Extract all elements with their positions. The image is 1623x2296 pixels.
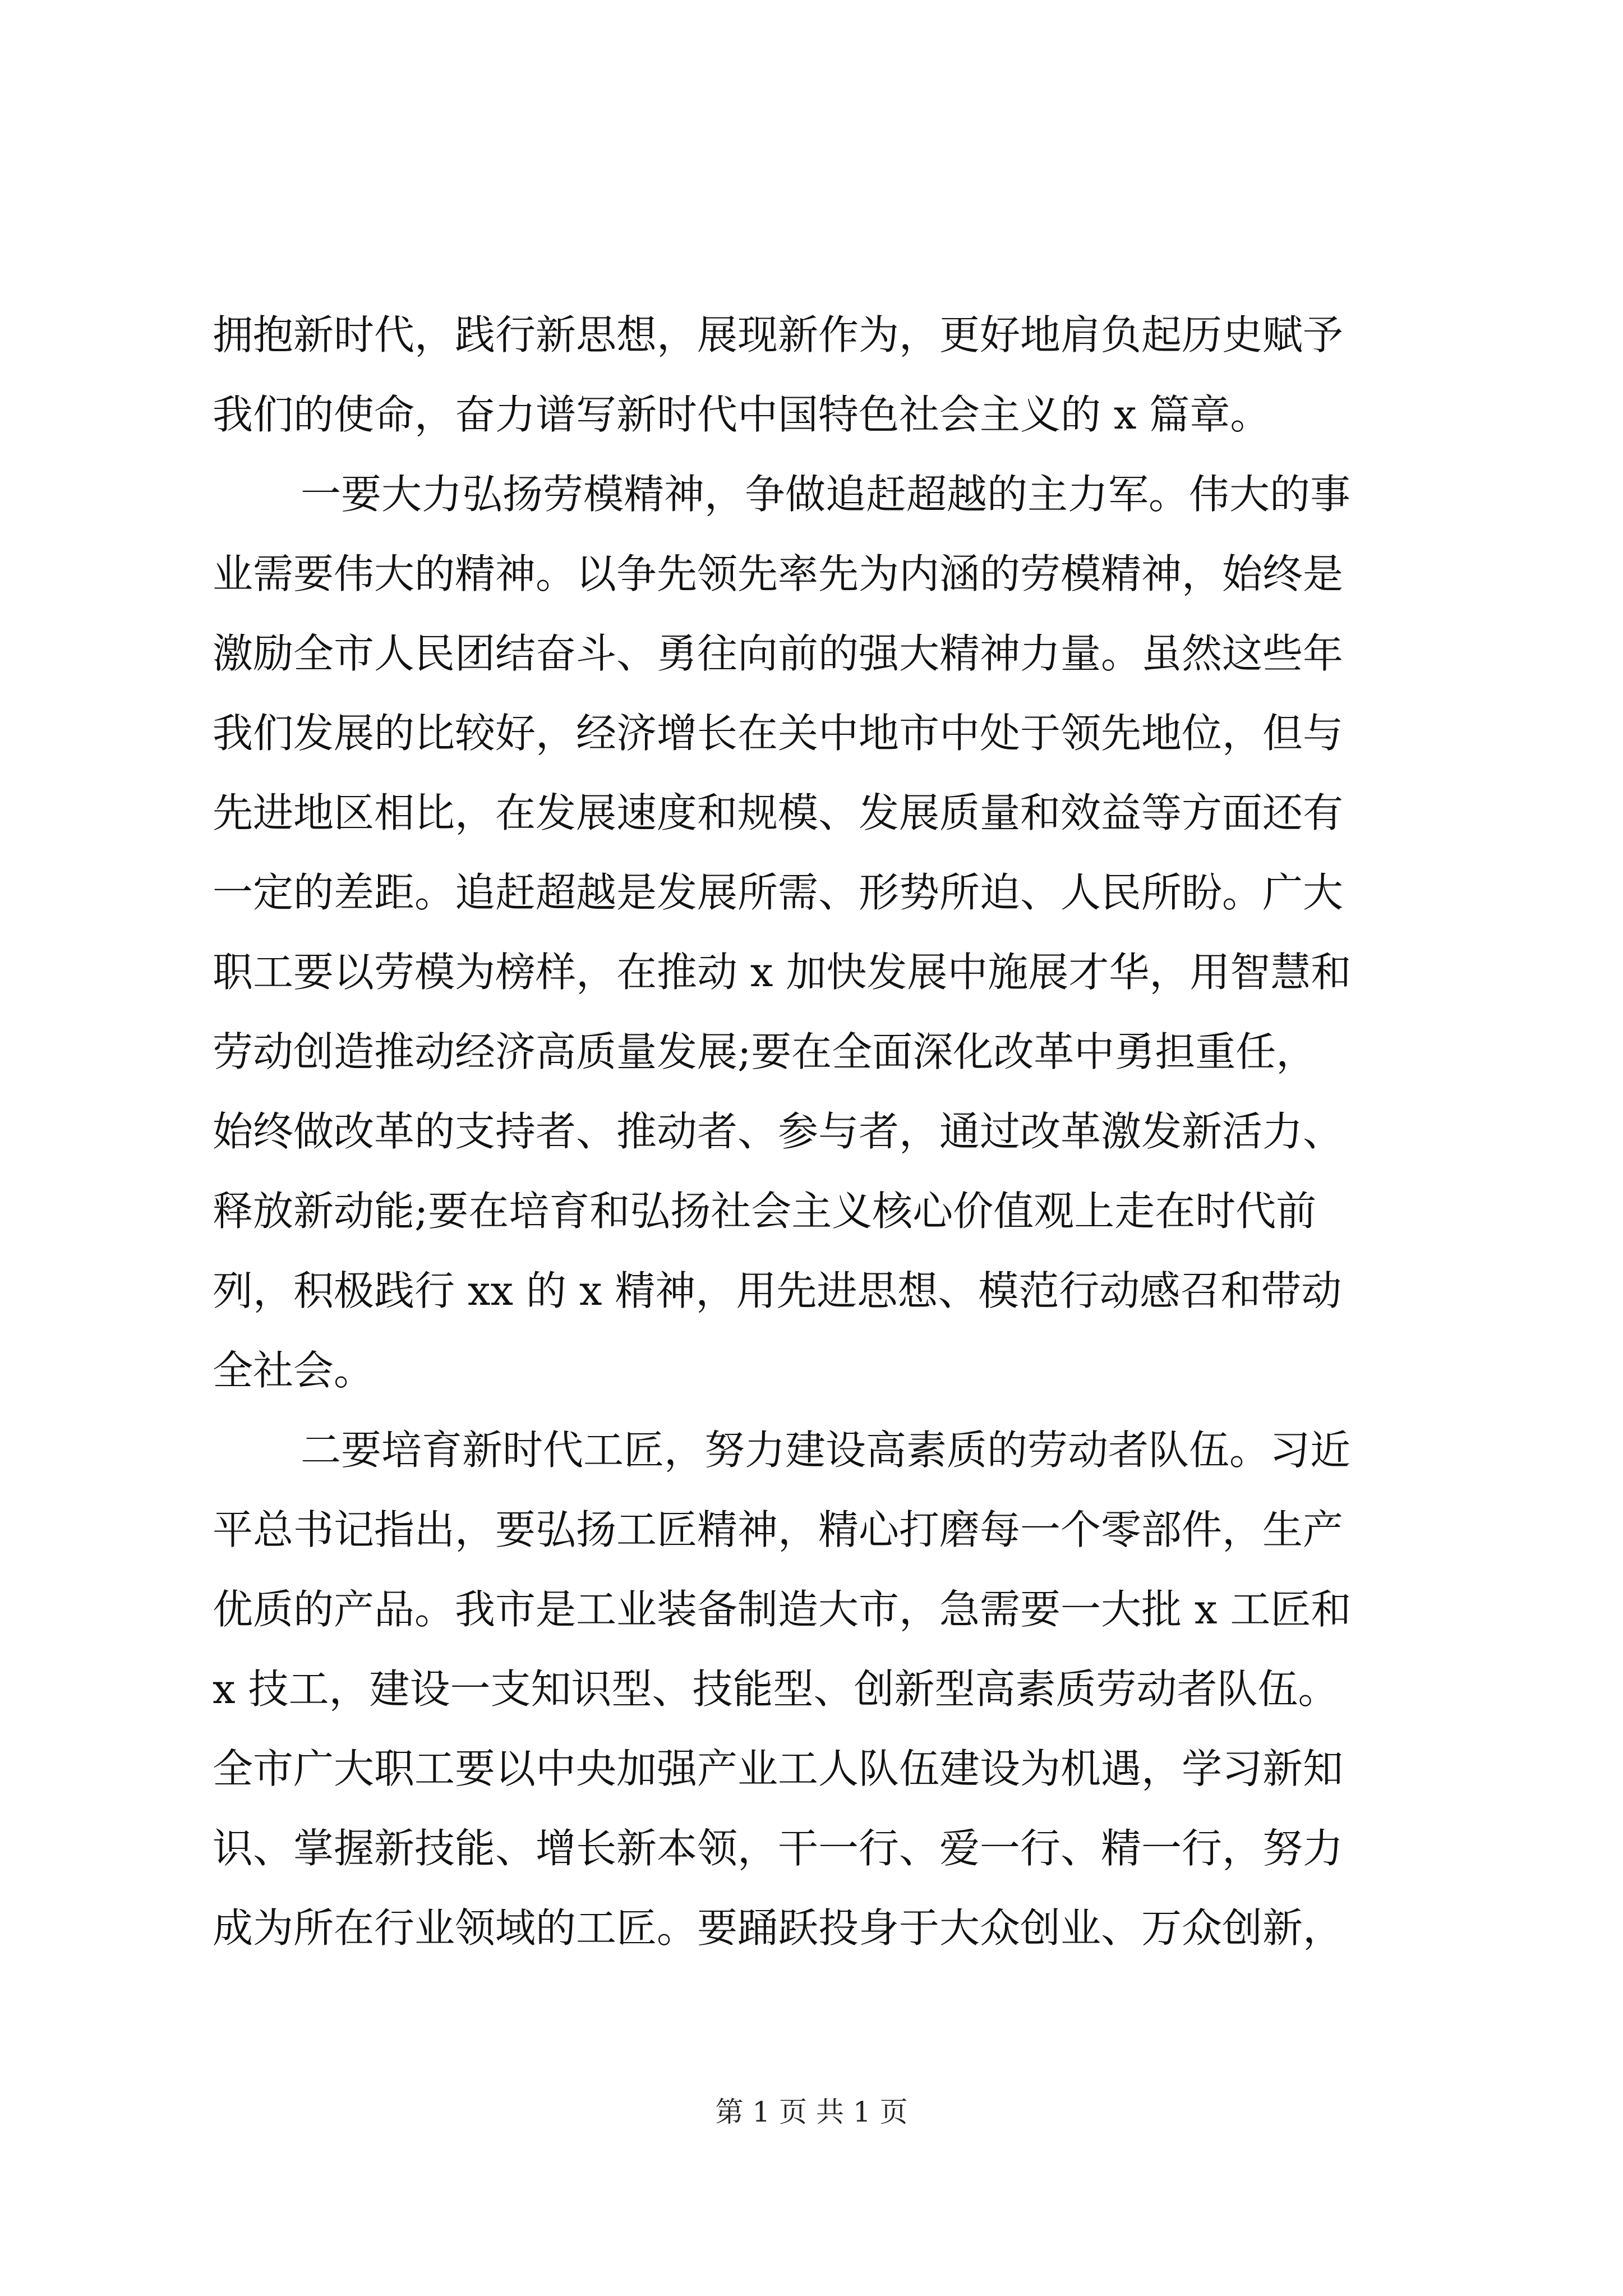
page-footer: 第 1 页 共 1 页 — [715, 2096, 908, 2128]
body-text-line: 一定的差距。追赶超越是发展所需、形势所迫、人民所盼。广大 — [213, 869, 1344, 916]
body-text-line: 始终做改革的支持者、推动者、参与者，通过改革激发新活力、 — [213, 1108, 1344, 1155]
body-text-line: 成为所在行业领域的工匠。要踊跃投身于大众创业、万众创新， — [213, 1904, 1344, 1952]
body-text-line: 全市广大职工要以中央加强产业工人队伍建设为机遇，学习新知 — [213, 1745, 1344, 1792]
body-text-line: 职工要以劳模为榜样，在推动 x 加快发展中施展才华，用智慧和 — [213, 949, 1352, 996]
body-text-line: 平总书记指出，要弘扬工匠精神，精心打磨每一个零部件，生产 — [213, 1506, 1344, 1553]
body-text-line: 我们的使命，奋力谱写新时代中国特色社会主义的 x 篇章。 — [213, 391, 1271, 438]
body-text-line: 拥抱新时代，践行新思想，展现新作为，更好地肩负起历史赋予 — [213, 311, 1344, 358]
body-text-line: 全社会。 — [213, 1347, 375, 1394]
body-text-line: 我们发展的比较好，经济增长在关中地市中处于领先地位，但与 — [213, 710, 1344, 757]
body-text-line: 劳动创造推动经济高质量发展;要在全面深化改革中勇担重任， — [213, 1028, 1317, 1075]
body-text-line: 优质的产品。我市是工业装备制造大市，急需要一大批 x 工匠和 — [213, 1586, 1352, 1633]
paragraph-first-line: 一要大力弘扬劳模精神，争做追赶超越的主力军。伟大的事 — [301, 471, 1351, 518]
body-text-line: 激励全市人民团结奋斗、勇往向前的强大精神力量。虽然这些年 — [213, 630, 1344, 677]
body-text-line: 释放新动能;要在培育和弘扬社会主义核心价值观上走在时代前 — [213, 1188, 1317, 1235]
body-text-line: 业需要伟大的精神。以争先领先率先为内涵的劳模精神，始终是 — [213, 550, 1344, 597]
body-text-line: 列，积极践行 xx 的 x 精神，用先进思想、模范行动感召和带动 — [213, 1267, 1342, 1314]
body-text-line: 识、掌握新技能、增长新本领，干一行、爱一行、精一行，努力 — [213, 1825, 1344, 1872]
body-text-line: 先进地区相比，在发展速度和规模、发展质量和效益等方面还有 — [213, 789, 1344, 836]
body-text-line: x 技工，建设一支知识型、技能型、创新型高素质劳动者队伍。 — [213, 1665, 1339, 1713]
paragraph-first-line: 二要培育新时代工匠，努力建设高素质的劳动者队伍。习近 — [301, 1427, 1351, 1474]
